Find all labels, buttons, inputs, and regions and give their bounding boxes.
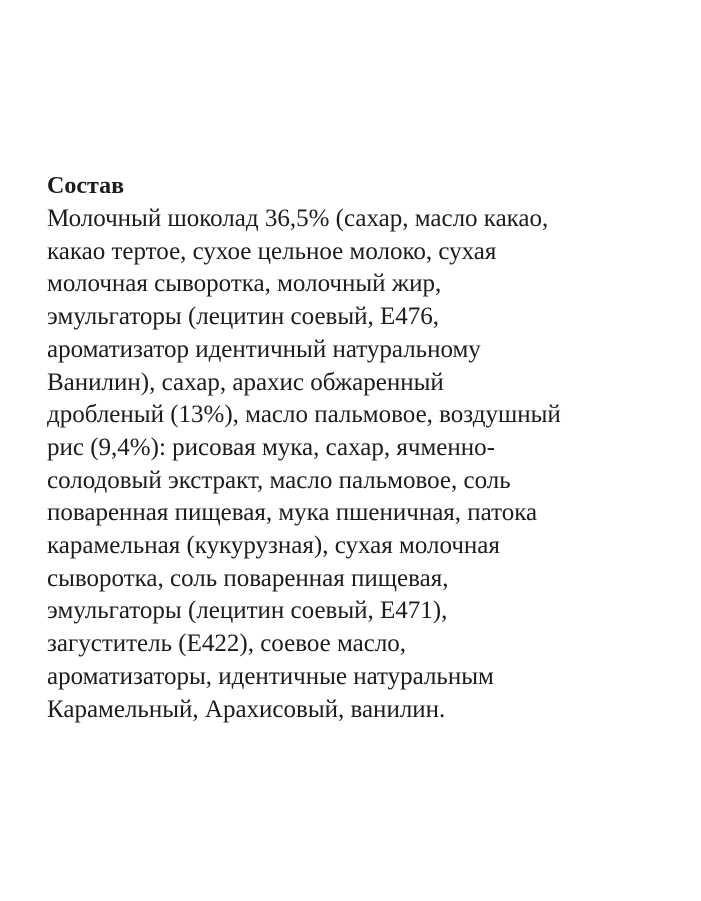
composition-line: Молочный шоколад 36,5% (сахар, масло какао, (47, 205, 549, 232)
composition-line: поваренная пищевая, мука пшеничная, патока (47, 499, 538, 527)
composition-line: дробленый (13%), масло пальмовое, воздушный (47, 401, 561, 429)
composition-line: эмульгаторы (лецитин соевый, Е476, (47, 303, 440, 331)
composition-line: какао тертое, сухое цельное молоко, сухая (47, 237, 497, 265)
composition-line: солодовый экстракт, масло пальмовое, соль (47, 466, 511, 494)
composition-line: Ванилин), сахар, арахис обжаренный (47, 368, 444, 396)
composition-line: ароматизатор идентичный натуральному (47, 335, 481, 363)
composition-line: рис (9,4%): рисовая мука, сахар, ячменно- (47, 433, 495, 461)
composition-line: загуститель (Е422), соевое масло, (47, 630, 407, 658)
composition-heading: Состав (47, 173, 125, 199)
composition-line: ароматизаторы, идентичные натуральным (47, 662, 494, 690)
composition-line: эмульгаторы (лецитин соевый, Е471), (47, 597, 448, 625)
composition-line: сыворотка, соль поваренная пищевая, (47, 564, 449, 592)
composition-block (47, 170, 667, 726)
composition-text (47, 203, 667, 726)
composition-line: карамельная (кукурузная), сухая молочная (47, 532, 500, 560)
composition-line: Карамельный, Арахисовый, ванилин. (47, 695, 446, 723)
composition-line: молочная сыворотка, молочный жир, (47, 270, 442, 298)
